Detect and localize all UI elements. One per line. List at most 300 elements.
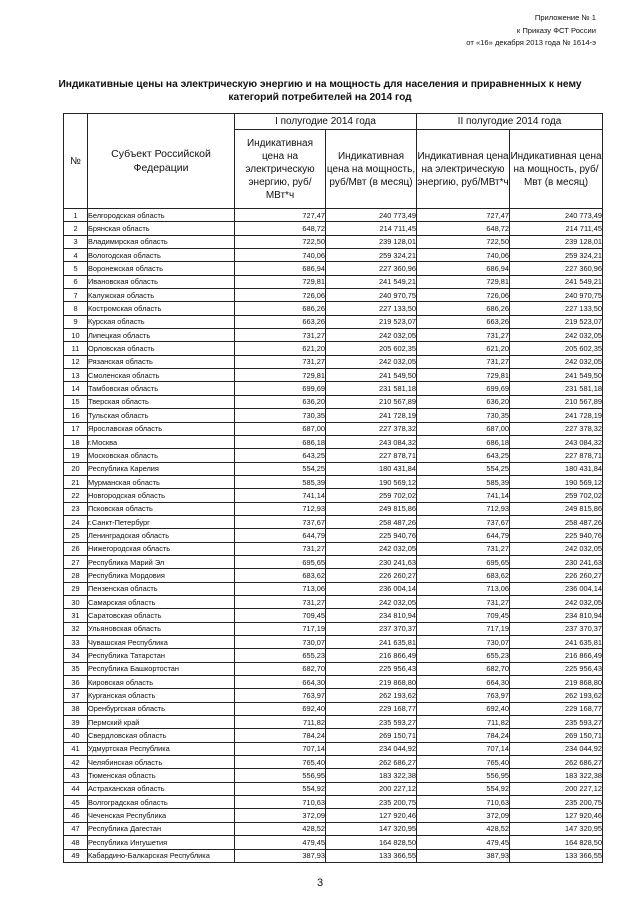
cell-power-h2: 235 200,75 (510, 796, 603, 809)
cell-power-h2: 242 032,05 (510, 355, 603, 368)
cell-energy-h1: 428,52 (235, 822, 326, 835)
cell-subject: Ульяновская область (88, 622, 235, 635)
cell-subject: Свердловская область (88, 729, 235, 742)
cell-energy-h1: 740,06 (235, 249, 326, 262)
cell-number: 49 (64, 849, 88, 862)
cell-power-h2: 241 635,81 (510, 636, 603, 649)
cell-subject: Республика Татарстан (88, 649, 235, 662)
cell-subject: Смоленская область (88, 369, 235, 382)
cell-energy-h1: 643,25 (235, 449, 326, 462)
table-row (64, 235, 603, 248)
cell-subject: Астраханская область (88, 782, 235, 795)
cell-power-h1: 183 322,38 (326, 769, 417, 782)
cell-power-h1: 242 032,05 (326, 595, 417, 608)
cell-power-h1: 237 370,37 (326, 622, 417, 635)
cell-energy-h1: 695,65 (235, 555, 326, 568)
cell-subject: Новгородская область (88, 489, 235, 502)
cell-power-h2: 242 032,05 (510, 542, 603, 555)
cell-energy-h1: 479,45 (235, 836, 326, 849)
cell-number: 33 (64, 636, 88, 649)
cell-power-h1: 225 956,43 (326, 662, 417, 675)
cell-power-h2: 216 866,49 (510, 649, 603, 662)
cell-number: 46 (64, 809, 88, 822)
cell-subject: Саратовская область (88, 609, 235, 622)
cell-energy-h2: 731,27 (417, 595, 510, 608)
cell-power-h2: 259 702,02 (510, 489, 603, 502)
cell-energy-h1: 682,70 (235, 662, 326, 675)
cell-subject: Владимирская область (88, 235, 235, 248)
cell-energy-h2: 643,25 (417, 449, 510, 462)
table-row (64, 262, 603, 275)
cell-subject: Республика Дагестан (88, 822, 235, 835)
cell-subject: Орловская область (88, 342, 235, 355)
cell-power-h2: 259 324,21 (510, 249, 603, 262)
cell-number: 2 (64, 222, 88, 235)
cell-power-h1: 180 431,84 (326, 462, 417, 475)
cell-number: 19 (64, 449, 88, 462)
cell-subject: Мурманская область (88, 475, 235, 488)
cell-power-h1: 239 128,01 (326, 235, 417, 248)
cell-energy-h2: 731,27 (417, 355, 510, 368)
table-row (64, 822, 603, 835)
table-row (64, 742, 603, 755)
cell-power-h2: 235 593,27 (510, 716, 603, 729)
cell-power-h2: 242 032,05 (510, 595, 603, 608)
cell-subject: Кировская область (88, 676, 235, 689)
cell-subject: Костромская область (88, 302, 235, 315)
table-row (64, 289, 603, 302)
cell-power-h1: 258 487,26 (326, 515, 417, 528)
cell-number: 39 (64, 716, 88, 729)
table-row (64, 395, 603, 408)
cell-number: 42 (64, 756, 88, 769)
cell-energy-h1: 554,25 (235, 462, 326, 475)
cell-subject: Тамбовская область (88, 382, 235, 395)
cell-energy-h1: 683,62 (235, 569, 326, 582)
cell-energy-h1: 707,14 (235, 742, 326, 755)
cell-power-h1: 219 868,80 (326, 676, 417, 689)
table-row (64, 462, 603, 475)
cell-power-h1: 231 581,18 (326, 382, 417, 395)
table-row (64, 702, 603, 715)
cell-energy-h1: 686,18 (235, 435, 326, 448)
cell-energy-h2: 712,93 (417, 502, 510, 515)
cell-energy-h2: 655,23 (417, 649, 510, 662)
cell-number: 1 (64, 209, 88, 222)
cell-number: 7 (64, 289, 88, 302)
cell-power-h1: 235 593,27 (326, 716, 417, 729)
table-row (64, 836, 603, 849)
cell-power-h2: 239 128,01 (510, 235, 603, 248)
cell-energy-h1: 686,26 (235, 302, 326, 315)
cell-energy-h2: 722,50 (417, 235, 510, 248)
cell-subject: Псковская область (88, 502, 235, 515)
cell-subject: Республика Карелия (88, 462, 235, 475)
cell-energy-h2: 729,81 (417, 369, 510, 382)
cell-energy-h2: 686,26 (417, 302, 510, 315)
cell-power-h2: 227 878,71 (510, 449, 603, 462)
table-row (64, 355, 603, 368)
appendix-header (466, 12, 596, 50)
cell-subject: Московская область (88, 449, 235, 462)
cell-energy-h1: 648,72 (235, 222, 326, 235)
cell-subject: Волгоградская область (88, 796, 235, 809)
cell-number: 15 (64, 395, 88, 408)
cell-energy-h2: 710,63 (417, 796, 510, 809)
cell-power-h1: 269 150,71 (326, 729, 417, 742)
cell-energy-h1: 663,26 (235, 315, 326, 328)
cell-number: 20 (64, 462, 88, 475)
cell-power-h2: 190 569,12 (510, 475, 603, 488)
cell-power-h1: 241 728,19 (326, 409, 417, 422)
cell-power-h1: 227 360,96 (326, 262, 417, 275)
cell-energy-h2: 556,95 (417, 769, 510, 782)
cell-power-h2: 242 032,05 (510, 329, 603, 342)
cell-subject: г.Санкт-Петербург (88, 515, 235, 528)
cell-number: 12 (64, 355, 88, 368)
cell-energy-h2: 737,67 (417, 515, 510, 528)
cell-number: 44 (64, 782, 88, 795)
cell-power-h1: 227 878,71 (326, 449, 417, 462)
cell-energy-h1: 741,14 (235, 489, 326, 502)
cell-number: 28 (64, 569, 88, 582)
cell-number: 11 (64, 342, 88, 355)
cell-number: 37 (64, 689, 88, 702)
cell-subject: Рязанская область (88, 355, 235, 368)
cell-number: 18 (64, 435, 88, 448)
cell-subject: Чеченская Республика (88, 809, 235, 822)
cell-energy-h2: 648,72 (417, 222, 510, 235)
cell-energy-h2: 686,94 (417, 262, 510, 275)
cell-number: 24 (64, 515, 88, 528)
cell-energy-h2: 741,14 (417, 489, 510, 502)
cell-number: 45 (64, 796, 88, 809)
cell-power-h2: 214 711,45 (510, 222, 603, 235)
cell-energy-h2: 372,09 (417, 809, 510, 822)
cell-energy-h1: 709,45 (235, 609, 326, 622)
cell-power-h2: 230 241,63 (510, 555, 603, 568)
cell-power-h1: 241 549,21 (326, 275, 417, 288)
table-row (64, 515, 603, 528)
table-row (64, 489, 603, 502)
table-row (64, 609, 603, 622)
cell-energy-h2: 387,93 (417, 849, 510, 862)
cell-power-h2: 219 523,07 (510, 315, 603, 328)
cell-number: 36 (64, 676, 88, 689)
cell-power-h2: 225 956,43 (510, 662, 603, 675)
cell-energy-h2: 479,45 (417, 836, 510, 849)
cell-power-h1: 229 168,77 (326, 702, 417, 715)
table-row (64, 315, 603, 328)
appendix-line: к Приказу ФСТ России (516, 25, 596, 35)
appendix-line: Приложение № 1 (534, 13, 596, 22)
cell-subject: Тюменская область (88, 769, 235, 782)
cell-energy-h1: 731,27 (235, 355, 326, 368)
cell-energy-h1: 737,67 (235, 515, 326, 528)
cell-power-h1: 164 828,50 (326, 836, 417, 849)
cell-energy-h1: 717,19 (235, 622, 326, 635)
table-row (64, 595, 603, 608)
cell-number: 3 (64, 235, 88, 248)
cell-subject: Ярославская область (88, 422, 235, 435)
cell-power-h2: 243 084,32 (510, 435, 603, 448)
cell-energy-h1: 763,97 (235, 689, 326, 702)
cell-power-h2: 262 193,62 (510, 689, 603, 702)
cell-energy-h1: 722,50 (235, 235, 326, 248)
cell-energy-h1: 699,69 (235, 382, 326, 395)
cell-energy-h2: 731,27 (417, 329, 510, 342)
cell-power-h1: 230 241,63 (326, 555, 417, 568)
cell-energy-h2: 713,06 (417, 582, 510, 595)
cell-power-h2: 227 378,32 (510, 422, 603, 435)
cell-power-h1: 216 866,49 (326, 649, 417, 662)
cell-subject: Калужская область (88, 289, 235, 302)
cell-subject: Кабардино-Балкарская Республика (88, 849, 235, 862)
table-row (64, 662, 603, 675)
cell-energy-h2: 711,82 (417, 716, 510, 729)
table-row (64, 369, 603, 382)
cell-power-h2: 241 728,19 (510, 409, 603, 422)
cell-number: 13 (64, 369, 88, 382)
cell-energy-h1: 730,07 (235, 636, 326, 649)
cell-number: 16 (64, 409, 88, 422)
cell-number: 25 (64, 529, 88, 542)
cell-power-h1: 235 200,75 (326, 796, 417, 809)
cell-power-h2: 236 004,14 (510, 582, 603, 595)
cell-energy-h1: 387,93 (235, 849, 326, 862)
cell-number: 4 (64, 249, 88, 262)
cell-energy-h1: 554,92 (235, 782, 326, 795)
cell-energy-h1: 664,30 (235, 676, 326, 689)
cell-energy-h1: 731,27 (235, 542, 326, 555)
table-row (64, 636, 603, 649)
cell-power-h1: 249 815,86 (326, 502, 417, 515)
cell-power-h1: 242 032,05 (326, 329, 417, 342)
cell-power-h1: 227 133,50 (326, 302, 417, 315)
cell-energy-h2: 636,20 (417, 395, 510, 408)
cell-number: 47 (64, 822, 88, 835)
cell-power-h2: 258 487,26 (510, 515, 603, 528)
cell-power-h2: 234 810,94 (510, 609, 603, 622)
cell-energy-h1: 711,82 (235, 716, 326, 729)
cell-number: 21 (64, 475, 88, 488)
col-header-energy-h2: Индикативная цена на электрическую энергию, руб/МВт*ч (417, 130, 510, 209)
cell-energy-h1: 713,06 (235, 582, 326, 595)
cell-power-h1: 219 523,07 (326, 315, 417, 328)
cell-energy-h2: 686,18 (417, 435, 510, 448)
cell-number: 30 (64, 595, 88, 608)
cell-number: 10 (64, 329, 88, 342)
table-row (64, 422, 603, 435)
col-header-half2: II полугодие 2014 года (417, 114, 603, 130)
cell-number: 5 (64, 262, 88, 275)
table-row (64, 342, 603, 355)
cell-power-h1: 259 324,21 (326, 249, 417, 262)
cell-power-h1: 262 686,27 (326, 756, 417, 769)
cell-energy-h2: 663,26 (417, 315, 510, 328)
table-row (64, 302, 603, 315)
cell-power-h2: 241 549,21 (510, 275, 603, 288)
table-row (64, 222, 603, 235)
col-header-power-h1: Индикативная цена на мощность, руб/Мвт (в месяц) (326, 130, 417, 209)
cell-energy-h1: 692,40 (235, 702, 326, 715)
cell-subject: Курская область (88, 315, 235, 328)
cell-energy-h1: 556,95 (235, 769, 326, 782)
table-row (64, 689, 603, 702)
cell-energy-h1: 731,27 (235, 329, 326, 342)
cell-energy-h2: 726,06 (417, 289, 510, 302)
table-row (64, 809, 603, 822)
cell-power-h1: 227 378,32 (326, 422, 417, 435)
cell-power-h1: 225 940,76 (326, 529, 417, 542)
cell-subject: Чувашская Республика (88, 636, 235, 649)
cell-subject: Тульская область (88, 409, 235, 422)
cell-power-h1: 214 711,45 (326, 222, 417, 235)
cell-energy-h1: 687,00 (235, 422, 326, 435)
table-row (64, 382, 603, 395)
table-row (64, 676, 603, 689)
cell-power-h2: 226 260,27 (510, 569, 603, 582)
table-body (64, 209, 603, 863)
appendix-line: от «16» декабря 2013 года № 1614-э (466, 38, 596, 47)
cell-energy-h2: 731,27 (417, 542, 510, 555)
cell-power-h1: 210 567,89 (326, 395, 417, 408)
cell-power-h1: 205 602,35 (326, 342, 417, 355)
cell-energy-h2: 692,40 (417, 702, 510, 715)
page-number: 3 (316, 877, 324, 889)
table-row (64, 542, 603, 555)
cell-power-h2: 249 815,86 (510, 502, 603, 515)
cell-energy-h2: 687,00 (417, 422, 510, 435)
cell-energy-h1: 729,81 (235, 369, 326, 382)
cell-number: 14 (64, 382, 88, 395)
table-row (64, 409, 603, 422)
cell-subject: Курганская область (88, 689, 235, 702)
table-row (64, 329, 603, 342)
cell-energy-h2: 727,47 (417, 209, 510, 222)
cell-power-h1: 262 193,62 (326, 689, 417, 702)
cell-energy-h1: 710,63 (235, 796, 326, 809)
cell-number: 8 (64, 302, 88, 315)
cell-energy-h2: 784,24 (417, 729, 510, 742)
table-row (64, 555, 603, 568)
cell-energy-h2: 682,70 (417, 662, 510, 675)
cell-power-h2: 234 044,92 (510, 742, 603, 755)
cell-number: 32 (64, 622, 88, 635)
table-row (64, 769, 603, 782)
cell-energy-h1: 730,35 (235, 409, 326, 422)
col-header-number: № (64, 114, 88, 209)
cell-energy-h2: 585,39 (417, 475, 510, 488)
cell-power-h1: 200 227,12 (326, 782, 417, 795)
cell-energy-h2: 695,65 (417, 555, 510, 568)
cell-power-h1: 147 320,95 (326, 822, 417, 835)
cell-subject: Удмуртская Республика (88, 742, 235, 755)
cell-number: 27 (64, 555, 88, 568)
cell-number: 26 (64, 542, 88, 555)
cell-subject: Республика Марий Эл (88, 555, 235, 568)
cell-subject: Челябинская область (88, 756, 235, 769)
cell-subject: Брянская область (88, 222, 235, 235)
table-row (64, 449, 603, 462)
cell-energy-h2: 621,20 (417, 342, 510, 355)
cell-energy-h1: 686,94 (235, 262, 326, 275)
cell-subject: Республика Мордовия (88, 569, 235, 582)
cell-energy-h2: 740,06 (417, 249, 510, 262)
cell-energy-h2: 765,40 (417, 756, 510, 769)
cell-energy-h1: 585,39 (235, 475, 326, 488)
cell-subject: Пензенская область (88, 582, 235, 595)
cell-power-h1: 242 032,05 (326, 355, 417, 368)
cell-energy-h1: 636,20 (235, 395, 326, 408)
cell-power-h2: 205 602,35 (510, 342, 603, 355)
cell-energy-h1: 644,79 (235, 529, 326, 542)
cell-subject: г.Москва (88, 435, 235, 448)
cell-power-h2: 200 227,12 (510, 782, 603, 795)
cell-number: 35 (64, 662, 88, 675)
cell-power-h1: 236 004,14 (326, 582, 417, 595)
table-row (64, 209, 603, 222)
cell-energy-h2: 554,25 (417, 462, 510, 475)
table-row (64, 582, 603, 595)
table-row (64, 716, 603, 729)
cell-power-h1: 241 635,81 (326, 636, 417, 649)
cell-subject: Воронежская область (88, 262, 235, 275)
cell-energy-h2: 707,14 (417, 742, 510, 755)
document-title: Индикативные цены на электрическую энергию и на мощность для населения и приравненных к нему категорий потребителей на 2014 год (58, 79, 582, 103)
cell-power-h2: 147 320,95 (510, 822, 603, 835)
cell-energy-h1: 784,24 (235, 729, 326, 742)
cell-energy-h2: 664,30 (417, 676, 510, 689)
col-header-half1: I полугодие 2014 года (235, 114, 417, 130)
table-row (64, 475, 603, 488)
col-header-energy-h1: Индикативная цена на электрическую энергию, руб/МВт*ч (235, 130, 326, 209)
cell-energy-h2: 644,79 (417, 529, 510, 542)
cell-power-h2: 241 549,50 (510, 369, 603, 382)
cell-energy-h1: 729,81 (235, 275, 326, 288)
cell-energy-h2: 683,62 (417, 569, 510, 582)
cell-number: 29 (64, 582, 88, 595)
cell-energy-h2: 729,81 (417, 275, 510, 288)
cell-power-h1: 190 569,12 (326, 475, 417, 488)
cell-power-h2: 229 168,77 (510, 702, 603, 715)
cell-power-h2: 231 581,18 (510, 382, 603, 395)
cell-power-h1: 240 773,49 (326, 209, 417, 222)
cell-power-h2: 227 360,96 (510, 262, 603, 275)
cell-energy-h1: 765,40 (235, 756, 326, 769)
cell-subject: Нижегородская область (88, 542, 235, 555)
prices-table (63, 113, 603, 863)
cell-subject: Липецкая область (88, 329, 235, 342)
cell-energy-h1: 621,20 (235, 342, 326, 355)
table-row (64, 756, 603, 769)
cell-power-h1: 234 810,94 (326, 609, 417, 622)
cell-number: 23 (64, 502, 88, 515)
cell-energy-h2: 709,45 (417, 609, 510, 622)
cell-power-h2: 240 970,75 (510, 289, 603, 302)
cell-energy-h2: 730,35 (417, 409, 510, 422)
table-row (64, 435, 603, 448)
cell-number: 34 (64, 649, 88, 662)
cell-power-h1: 242 032,05 (326, 542, 417, 555)
table-row (64, 649, 603, 662)
cell-power-h2: 164 828,50 (510, 836, 603, 849)
cell-power-h2: 133 366,55 (510, 849, 603, 862)
cell-power-h2: 210 567,89 (510, 395, 603, 408)
cell-energy-h2: 428,52 (417, 822, 510, 835)
table-row (64, 569, 603, 582)
cell-subject: Белгородская область (88, 209, 235, 222)
